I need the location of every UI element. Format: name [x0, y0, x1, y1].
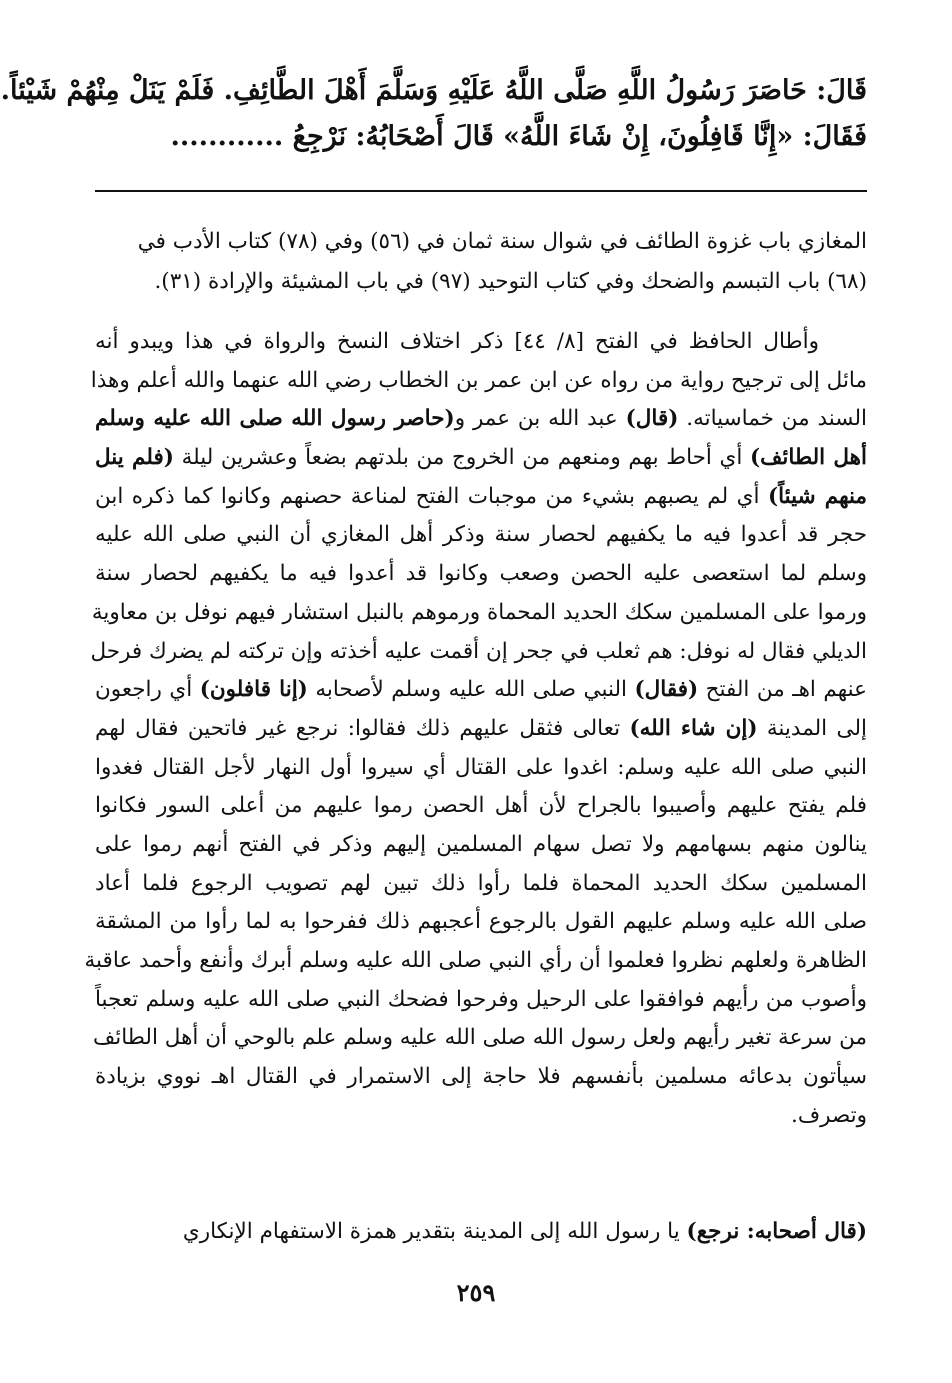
- bold-quote: (فقال): [634, 677, 699, 703]
- commentary-next-paragraph: (قال أصحابه: نرجع) يا رسول الله إلى المدينة بتقدير همزة الاستفهام الإنكاري: [182, 1219, 867, 1244]
- commentary-line: مائل إلى ترجيح رواية من رواه عن ابن عمر بن الخطاب رضي الله عنهما والله أعلم وهذا: [90, 367, 867, 393]
- footnote-divider: [95, 190, 867, 192]
- bold-quote: منهم شيئاً): [767, 483, 867, 509]
- commentary-line: المسلمين سكك الحديد المحماة فلما رأوا ذلك تبين لهم تصويب الرجوع فلما أعاد: [95, 870, 867, 896]
- commentary-line: السند من خماسياته. (قال) عبد الله بن عمر و(حاصر رسول الله صلى الله عليه وسلم: [95, 406, 867, 432]
- commentary-line: أهل الطائف) أي أحاط بهم ومنعهم من الخروج من بلدتهم بضعاً وعشرين ليلة (فلم ينل: [95, 445, 867, 471]
- commentary-line: عنهم اهـ من الفتح (فقال) النبي صلى الله عليه وسلم لأصحابه (إنا قافلون) أي راجعون: [95, 677, 867, 703]
- commentary: [84, 323, 867, 1135]
- commentary-line: صلى الله عليه وسلم عليهم القول بالرجوع أعجبهم ذلك ففرحوا به لما رأوا من المشقة: [95, 909, 867, 935]
- commentary-line: من سرعة تغير رأيهم ولعل رسول الله صلى الله عليه وسلم علم بالوحي أن أهل الطائف: [93, 1025, 867, 1051]
- bold-quote: (قال): [625, 406, 679, 432]
- commentary-line: فلم يفتح عليهم وأصيبوا بالجراح لأن أهل الحصن رموا عليهم من أعلى السور فكانوا: [95, 793, 867, 819]
- commentary-line: منهم شيئاً) أي لم يصبهم بشيء من موجبات الفتح لمناعة حصنهم وكانوا كما ذكره ابن: [95, 483, 867, 509]
- hadith-text: [0, 68, 867, 160]
- page-number: ٢٥٩: [456, 1278, 496, 1307]
- commentary-line: الديلي فقال له نوفل: هم ثعلب في جحر إن أقمت عليه أخذته وإن تركته لم يضرك فرحل: [90, 638, 867, 664]
- bold-quote: (حاصر رسول الله صلى الله عليه وسلم: [95, 406, 455, 432]
- commentary-line: وتصرف.: [791, 1102, 867, 1128]
- bold-quote: (قال أصحابه: نرجع): [686, 1219, 867, 1244]
- hadith-line-2: فَقَالَ: «إِنَّا قَافِلُونَ، إِنْ شَاءَ اللَّهُ» قَالَ أَصْحَابُهُ: نَرْجِعُ ............: [170, 121, 867, 152]
- commentary-line: النبي صلى الله عليه وسلم: اغدوا على القتال أي سيروا أول النهار لأجل القتال فغدوا: [95, 754, 867, 780]
- bold-quote: (إنا قافلون): [199, 677, 308, 703]
- hadith-line-1: قَالَ: حَاصَرَ رَسُولُ اللَّهِ صَلَّى اللَّهُ عَلَيْهِ وَسَلَّمَ أَهْلَ الطَّائِفِ. فَلَمْ يَنَلْ مِنْهُمْ شَيْئاً.: [0, 75, 867, 106]
- bold-quote: (إن شاء الله): [629, 715, 758, 741]
- commentary-line: حجر قد أعدوا فيه ما يكفيهم لحصار سنة وذكر أهل المغازي أن النبي صلى الله عليه: [95, 522, 867, 548]
- commentary-line: وسلم لما استعصى عليه الحصن وصعب وكانوا قد أعدوا فيه ما يكفيهم لحصار سنة: [95, 561, 867, 587]
- commentary-line: سيأتون بدعائه مسلمين بأنفسهم فلا حاجة إلى الاستمرار في القتال اهـ نووي بزيادة: [95, 1064, 867, 1090]
- commentary-line: وأطال الحافظ في الفتح [٨/ ٤٤] ذكر اختلاف النسخ والرواة في هذا ويبدو أنه: [95, 329, 819, 354]
- commentary-line: إلى المدينة (إن شاء الله) تعالى فثقل عليهم ذلك فقالوا: نرجع غير فاتحين فقال لهم: [95, 715, 867, 741]
- commentary-line: ورموا على المسلمين سكك الحديد المحماة ورموهم بالنبل استشار فيهم نوفل بن معاوية: [91, 599, 867, 625]
- footnote-line-1: المغازي باب غزوة الطائف في شوال سنة ثمان في (٥٦) وفي (٧٨) كتاب الأدب في: [137, 229, 867, 254]
- commentary-line: ينالون منهم بسهامهم ولا تصل سهام المسلمين إليهم وذكر في الفتح أنهم رموا على: [95, 831, 867, 857]
- commentary-line: وأصوب من رأيهم فوافقوا على الرحيل وفرحوا فضحك النبي صلى الله عليه وسلم تعجباً: [95, 986, 867, 1012]
- bold-quote: أهل الطائف): [749, 445, 867, 471]
- footnote: [95, 222, 867, 302]
- bold-quote: (فلم ينل: [95, 445, 174, 471]
- commentary-line: الظاهرة ولعلهم نظروا فعلموا أن رأي النبي صلى الله عليه وسلم أبرك وأنفع وأحمد عاقبة: [84, 948, 867, 973]
- footnote-line-2: (٦٨) باب التبسم والضحك وفي كتاب التوحيد (٩٧) في باب المشيئة والإرادة (٣١).: [154, 269, 867, 294]
